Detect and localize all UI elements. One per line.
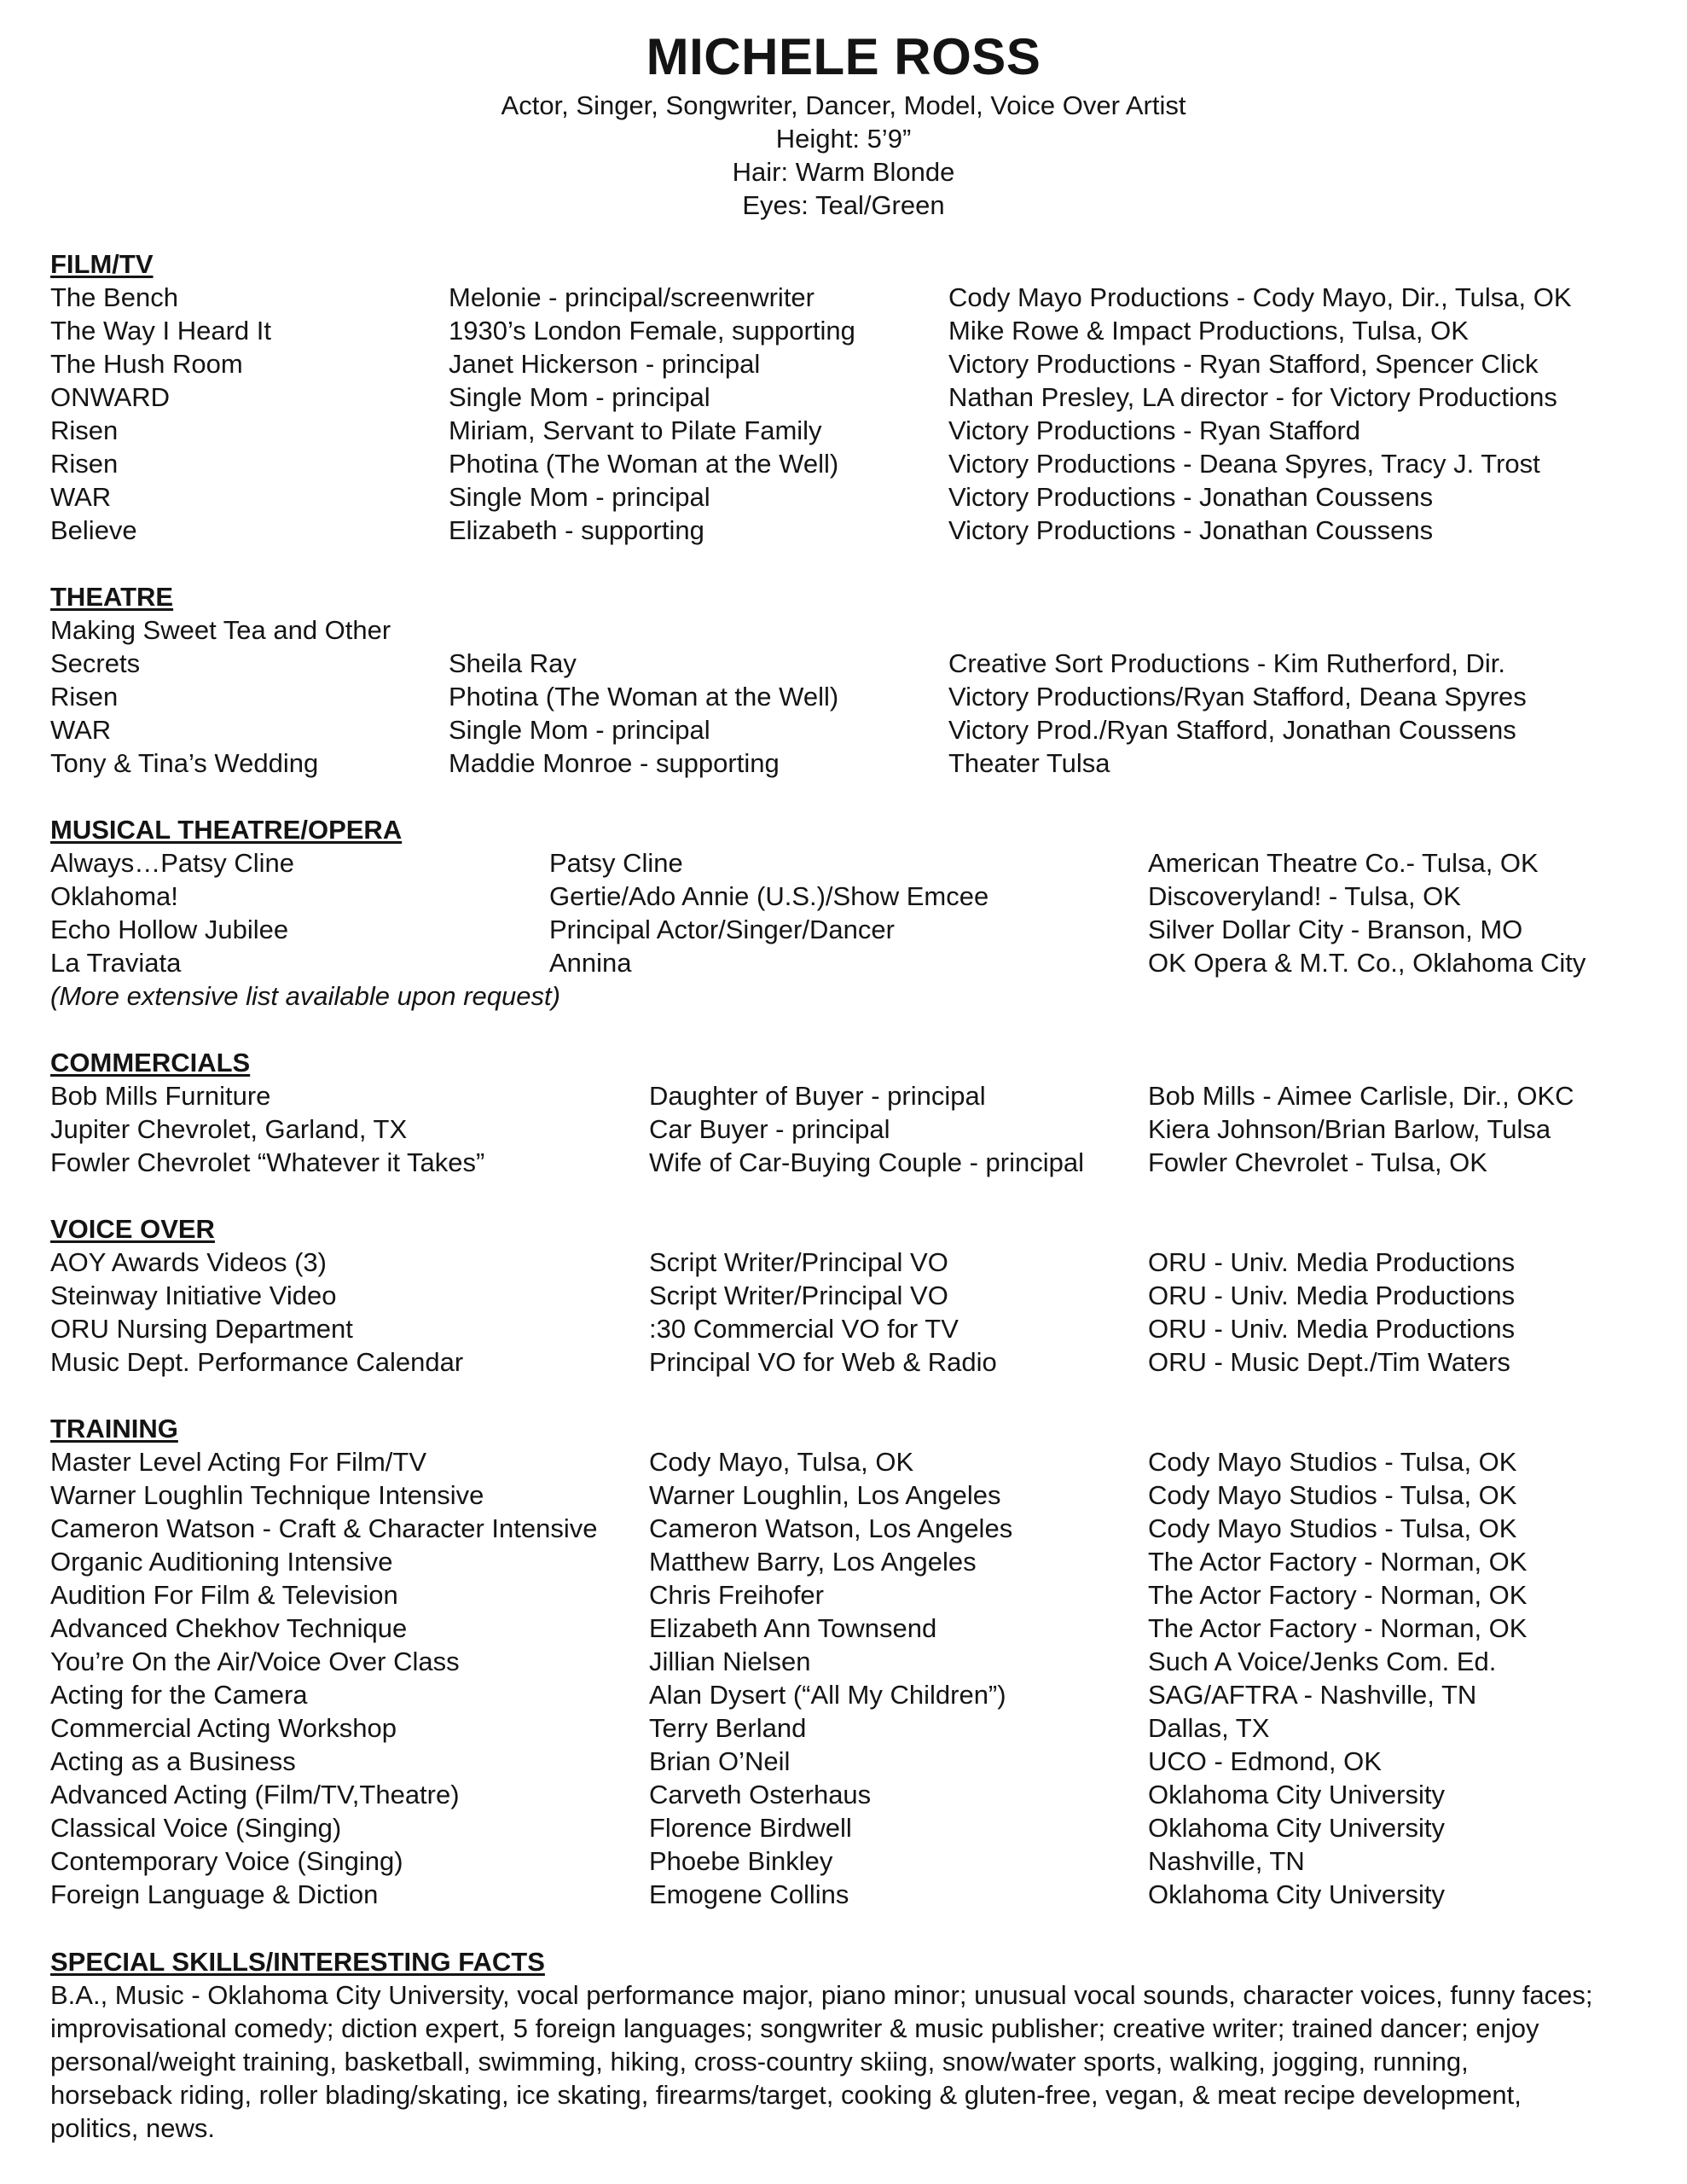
skills-line: politics, news. <box>50 2113 215 2143</box>
table-row <box>50 746 1671 780</box>
title-cell: WAR <box>50 715 112 745</box>
table-row <box>50 647 1671 680</box>
roles-line: Actor, Singer, Songwriter, Dancer, Model, Voice Over Artist <box>501 90 1186 120</box>
title-cell: Classical Voice (Singing) <box>50 1813 342 1843</box>
table-row <box>50 713 1671 746</box>
table-row <box>50 1478 1671 1512</box>
table-row <box>50 1079 1671 1112</box>
role-cell: Cameron Watson, Los Angeles <box>649 1513 1013 1543</box>
table-row <box>50 846 1671 880</box>
skills-line: personal/weight training, basketball, swimming, hiking, cross-country skiing, snow/water sports, walking, jogging, running, <box>50 2047 1469 2077</box>
table-row <box>50 347 1671 380</box>
theatre-rows <box>50 613 1671 780</box>
voice-over-rows <box>50 1246 1671 1379</box>
title-cell: The Way I Heard It <box>50 316 271 346</box>
role-cell: Car Buyer - principal <box>649 1114 890 1144</box>
table-row <box>50 1112 1671 1146</box>
company-cell: Dallas, TX <box>1148 1713 1270 1743</box>
role-cell: Elizabeth Ann Townsend <box>649 1613 937 1643</box>
company-cell: Theater Tulsa <box>948 748 1110 778</box>
table-row <box>50 913 1671 946</box>
section-title: FILM/TV <box>50 249 154 279</box>
section-title: SPECIAL SKILLS/INTERESTING FACTS <box>50 1947 545 1977</box>
company-cell: OK Opera & M.T. Co., Oklahoma City <box>1148 948 1586 978</box>
title-cell: Audition For Film & Television <box>50 1580 398 1610</box>
title-cell: Jupiter Chevrolet, Garland, TX <box>50 1114 408 1144</box>
table-row <box>50 1678 1671 1711</box>
company-cell: Bob Mills - Aimee Carlisle, Dir., OKC <box>1148 1081 1574 1111</box>
company-cell: Fowler Chevrolet - Tulsa, OK <box>1148 1147 1487 1177</box>
title-cell: La Traviata <box>50 948 182 978</box>
title-cell: The Bench <box>50 282 178 312</box>
section-title: COMMERCIALS <box>50 1048 251 1077</box>
table-row <box>50 414 1671 447</box>
role-cell: Daughter of Buyer - principal <box>649 1081 986 1111</box>
role-cell: Gertie/Ado Annie (U.S.)/Show Emcee <box>549 881 989 911</box>
title-cell: Risen <box>50 449 119 479</box>
company-cell: Creative Sort Productions - Kim Rutherford, Dir. <box>948 648 1505 678</box>
company-cell: Victory Productions - Deana Spyres, Tracy J. Trost <box>948 449 1540 479</box>
company-cell: UCO - Edmond, OK <box>1148 1746 1382 1776</box>
table-row <box>50 281 1671 314</box>
company-cell: Oklahoma City University <box>1148 1813 1445 1843</box>
company-cell: Nathan Presley, LA director - for Victory Productions <box>948 382 1557 412</box>
company-cell: Cody Mayo Studios - Tulsa, OK <box>1148 1447 1517 1477</box>
role-cell: Warner Loughlin, Los Angeles <box>649 1480 1001 1510</box>
role-cell: Terry Berland <box>649 1713 807 1743</box>
role-cell: Chris Freihofer <box>649 1580 824 1610</box>
company-cell: The Actor Factory - Norman, OK <box>1148 1613 1528 1643</box>
skills-line: horseback riding, roller blading/skating, ice skating, firearms/target, cooking & gluten-free, vegan, & meat recipe development, <box>50 2080 1522 2110</box>
title-cell: ONWARD <box>50 382 171 412</box>
company-cell: Discoveryland! - Tulsa, OK <box>1148 881 1461 911</box>
title-cell: Believe <box>50 515 137 545</box>
company-cell: Oklahoma City University <box>1148 1879 1445 1909</box>
title-cell: Bob Mills Furniture <box>50 1081 271 1111</box>
company-cell: Victory Productions - Jonathan Coussens <box>948 482 1434 512</box>
role-cell: Wife of Car-Buying Couple - principal <box>649 1147 1084 1177</box>
role-cell: Script Writer/Principal VO <box>649 1281 948 1310</box>
title-cell: Echo Hollow Jubilee <box>50 915 289 944</box>
title-cell: Cameron Watson - Craft & Character Intensive <box>50 1513 598 1543</box>
section-title: TRAINING <box>50 1414 178 1443</box>
company-cell: Oklahoma City University <box>1148 1780 1445 1809</box>
table-row <box>50 1545 1671 1578</box>
title-cell: Risen <box>50 682 119 712</box>
title-cell: The Hush Room <box>50 349 243 379</box>
company-cell: Mike Rowe & Impact Productions, Tulsa, OK <box>948 316 1469 346</box>
resume-header <box>0 26 1687 222</box>
role-cell: Jillian Nielsen <box>649 1647 811 1676</box>
company-cell: Silver Dollar City - Branson, MO <box>1148 915 1523 944</box>
table-row <box>50 1778 1671 1811</box>
title-cell: Always…Patsy Cline <box>50 848 294 878</box>
role-cell: Brian O’Neil <box>649 1746 791 1776</box>
table-row <box>50 514 1671 547</box>
title-cell: Master Level Acting For Film/TV <box>50 1447 427 1477</box>
title-cell: WAR <box>50 482 112 512</box>
title-cell: Foreign Language & Diction <box>50 1879 379 1909</box>
height-line: Height: 5’9” <box>775 124 912 154</box>
table-row <box>50 1146 1671 1179</box>
title-cell: Organic Auditioning Intensive <box>50 1547 393 1577</box>
table-row <box>50 380 1671 414</box>
role-cell: Melonie - principal/screenwriter <box>449 282 815 312</box>
training-section <box>50 1412 1671 1911</box>
title-cell: Warner Loughlin Technique Intensive <box>50 1480 484 1510</box>
table-row <box>50 314 1671 347</box>
role-cell: Script Writer/Principal VO <box>649 1247 948 1277</box>
role-cell: Maddie Monroe - supporting <box>449 748 780 778</box>
company-cell: SAG/AFTRA - Nashville, TN <box>1148 1680 1477 1710</box>
company-cell: The Actor Factory - Norman, OK <box>1148 1547 1528 1577</box>
table-row <box>50 1312 1671 1345</box>
role-cell: Emogene Collins <box>649 1879 849 1909</box>
commercials-section <box>50 1046 1671 1179</box>
training-rows <box>50 1445 1671 1911</box>
company-cell: Cody Mayo Productions - Cody Mayo, Dir., Tulsa, OK <box>948 282 1572 312</box>
title-cell: Steinway Initiative Video <box>50 1281 337 1310</box>
company-cell: Victory Productions - Jonathan Coussens <box>948 515 1434 545</box>
table-row <box>50 1745 1671 1778</box>
table-row <box>50 880 1671 913</box>
title-cell: Secrets <box>50 648 141 678</box>
musical-theatre-section <box>50 813 1671 1013</box>
company-cell: ORU - Univ. Media Productions <box>1148 1281 1516 1310</box>
skills-line: B.A., Music - Oklahoma City University, vocal performance major, piano minor; unusual vocal sounds, character voices, funny faces; <box>50 1980 1593 2010</box>
more-list-note: (More extensive list available upon request) <box>50 981 560 1011</box>
table-row <box>50 447 1671 480</box>
role-cell: Janet Hickerson - principal <box>449 349 761 379</box>
skills-line: improvisational comedy; diction expert, 5 foreign languages; songwriter & music publisher; creative writer; trained dancer; enjoy <box>50 2013 1539 2043</box>
title-cell: Making Sweet Tea and Other <box>50 615 391 645</box>
company-cell: ORU - Univ. Media Productions <box>1148 1247 1516 1277</box>
table-row <box>50 1811 1671 1844</box>
title-cell: Commercial Acting Workshop <box>50 1713 397 1743</box>
table-row <box>50 1645 1671 1678</box>
role-cell: Single Mom - principal <box>449 715 710 745</box>
section-title: THEATRE <box>50 582 174 612</box>
title-cell: Risen <box>50 415 119 445</box>
hair-line: Hair: Warm Blonde <box>732 157 955 187</box>
film-tv-rows <box>50 281 1671 547</box>
commercials-rows <box>50 1079 1671 1179</box>
role-cell: Matthew Barry, Los Angeles <box>649 1547 977 1577</box>
role-cell: Florence Birdwell <box>649 1813 852 1843</box>
role-cell: Single Mom - principal <box>449 382 710 412</box>
role-cell: Carveth Osterhaus <box>649 1780 872 1809</box>
table-row <box>50 1345 1671 1379</box>
eyes-line: Eyes: Teal/Green <box>742 190 945 220</box>
title-cell: Acting for the Camera <box>50 1680 308 1710</box>
company-cell: Victory Productions - Ryan Stafford <box>948 415 1361 445</box>
skills-section <box>50 1945 1671 2145</box>
company-cell: Such A Voice/Jenks Com. Ed. <box>1148 1647 1497 1676</box>
table-row <box>50 1246 1671 1279</box>
role-cell: Phoebe Binkley <box>649 1846 833 1876</box>
title-cell: Fowler Chevrolet “Whatever it Takes” <box>50 1147 485 1177</box>
title-cell: Acting as a Business <box>50 1746 296 1776</box>
role-cell: Principal VO for Web & Radio <box>649 1347 997 1377</box>
section-title: MUSICAL THEATRE/OPERA <box>50 815 403 845</box>
company-cell: Cody Mayo Studios - Tulsa, OK <box>1148 1480 1517 1510</box>
role-cell: Photina (The Woman at the Well) <box>449 449 839 479</box>
title-cell: Oklahoma! <box>50 881 178 911</box>
role-cell: Photina (The Woman at the Well) <box>449 682 839 712</box>
person-name: MICHELE ROSS <box>646 28 1041 85</box>
table-row <box>50 1578 1671 1612</box>
title-cell: AOY Awards Videos (3) <box>50 1247 327 1277</box>
table-row <box>50 1445 1671 1478</box>
role-cell: Principal Actor/Singer/Dancer <box>549 915 895 944</box>
company-cell: ORU - Music Dept./Tim Waters <box>1148 1347 1510 1377</box>
title-cell: Tony & Tina’s Wedding <box>50 748 319 778</box>
section-title: VOICE OVER <box>50 1214 215 1244</box>
role-cell: Elizabeth - supporting <box>449 515 704 545</box>
role-cell: Sheila Ray <box>449 648 577 678</box>
role-cell: Cody Mayo, Tulsa, OK <box>649 1447 914 1477</box>
role-cell: 1930’s London Female, supporting <box>449 316 855 346</box>
table-row <box>50 680 1671 713</box>
theatre-section <box>50 580 1671 780</box>
table-row <box>50 1844 1671 1878</box>
company-cell: Cody Mayo Studios - Tulsa, OK <box>1148 1513 1517 1543</box>
role-cell: Miriam, Servant to Pilate Family <box>449 415 822 445</box>
company-cell: Victory Productions - Ryan Stafford, Spencer Click <box>948 349 1539 379</box>
table-row <box>50 1279 1671 1312</box>
role-cell: Patsy Cline <box>549 848 683 878</box>
table-row <box>50 1711 1671 1745</box>
voice-over-section <box>50 1212 1671 1379</box>
role-cell: Single Mom - principal <box>449 482 710 512</box>
role-cell: Annina <box>549 948 632 978</box>
title-cell: Advanced Acting (Film/TV,Theatre) <box>50 1780 460 1809</box>
title-cell: Advanced Chekhov Technique <box>50 1613 408 1643</box>
table-row <box>50 1612 1671 1645</box>
company-cell: ORU - Univ. Media Productions <box>1148 1314 1516 1344</box>
musical-rows <box>50 846 1671 979</box>
film-tv-section <box>50 247 1671 547</box>
company-cell: Kiera Johnson/Brian Barlow, Tulsa <box>1148 1114 1551 1144</box>
title-cell: ORU Nursing Department <box>50 1314 353 1344</box>
company-cell: Nashville, TN <box>1148 1846 1305 1876</box>
table-row <box>50 1878 1671 1911</box>
title-cell: You’re On the Air/Voice Over Class <box>50 1647 460 1676</box>
table-row <box>50 946 1671 979</box>
table-row <box>50 1512 1671 1545</box>
role-cell: :30 Commercial VO for TV <box>649 1314 959 1344</box>
company-cell: Victory Prod./Ryan Stafford, Jonathan Coussens <box>948 715 1516 745</box>
table-row <box>50 480 1671 514</box>
company-cell: Victory Productions/Ryan Stafford, Deana Spyres <box>948 682 1527 712</box>
role-cell: Alan Dysert (“All My Children”) <box>649 1680 1006 1710</box>
company-cell: The Actor Factory - Norman, OK <box>1148 1580 1528 1610</box>
title-cell: Contemporary Voice (Singing) <box>50 1846 403 1876</box>
company-cell: American Theatre Co.- Tulsa, OK <box>1148 848 1539 878</box>
table-row <box>50 613 1671 647</box>
skills-paragraph <box>50 1978 1671 2145</box>
title-cell: Music Dept. Performance Calendar <box>50 1347 464 1377</box>
